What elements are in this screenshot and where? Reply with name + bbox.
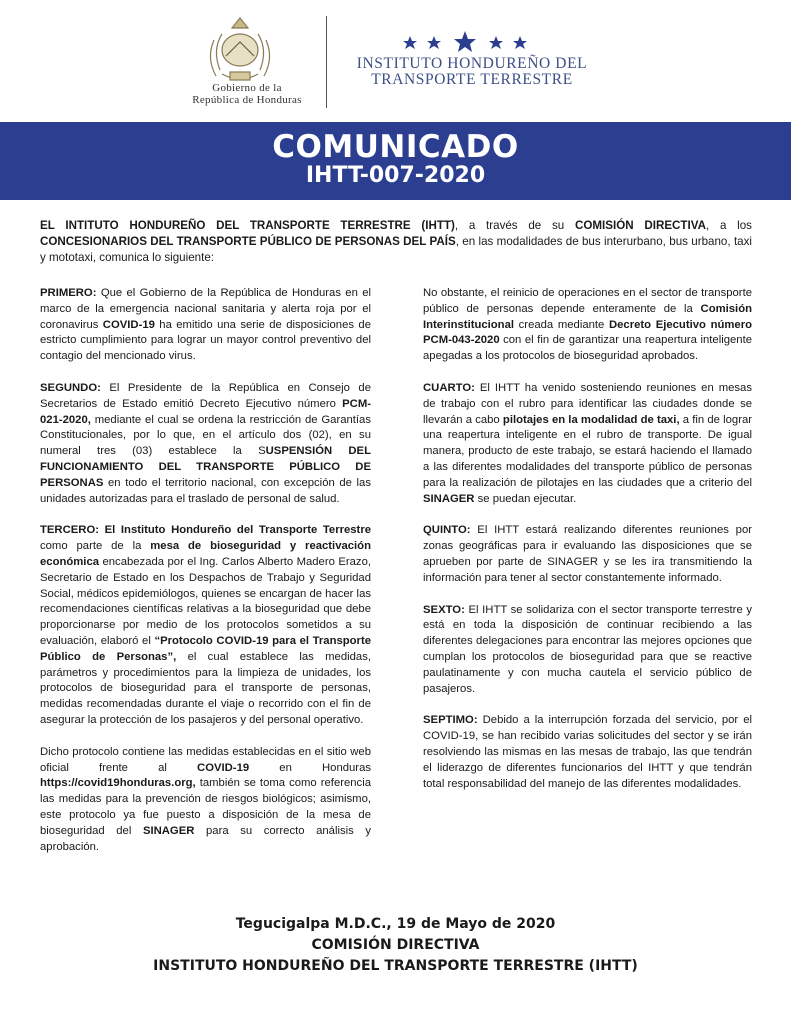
tercero-bold-ihtt: El Instituto Hondureño del Transporte Terrestre xyxy=(104,524,371,537)
sexto-heading: SEXTO: xyxy=(423,603,465,616)
five-stars-icon xyxy=(400,30,530,54)
tercero-text-3: el cual establece las medidas, parámetros y procedimientos para la limpieza de unidades, los protocolos de bioseguridad para el transporte de personas, medidas recomendadas durante el viaje o recorrido con el fin de asegurar la protección de los pasajeros y del personal operativo. xyxy=(40,650,371,726)
right-column xyxy=(423,286,752,808)
signature-block xyxy=(0,914,791,977)
segundo-heading: SEGUNDO: xyxy=(40,381,101,394)
dicho-bold-covid: COVID-19 xyxy=(197,761,250,774)
header-divider xyxy=(326,16,327,108)
signatory-institute: INSTITUTO HONDUREÑO DEL TRANSPORTE TERRESTRE (IHTT) xyxy=(153,958,638,974)
sexto-text: El IHTT se solidariza con el sector transporte terrestre y está en toda la disposición de continuar recibiendo a las diferentes delegaciones para encontrar las mejores opciones que cumplan los protocolos de bioseguridad para que se reactive paulatinamente y con mucha cautela el servicio público de pasajeros. xyxy=(423,603,752,695)
paragraph-sexto xyxy=(423,603,752,698)
segundo-bold-suspension: USPENSIÓN DEL FUNCIONAMIENTO DEL TRANSPORTE PÚBLICO DE PERSONAS xyxy=(40,445,371,489)
primero-heading: PRIMERO: xyxy=(40,287,97,299)
noobstante-text-2: creada mediante xyxy=(514,318,609,331)
quinto-text: El IHTT estará realizando diferentes reuniones por zonas geográficas para ir evaluando las disposiciones que se aprueben por parte de SINAGER y se les ira transmitiendo la información para tener al sector constantemente informado. xyxy=(423,524,752,584)
dicho-text-2: en Honduras xyxy=(249,761,371,774)
paragraph-tercero xyxy=(40,523,371,728)
segundo-text-1: El Presidente de la República en Consejo de Secretarios de Estado emitió Decreto Ejecutivo número xyxy=(40,381,371,410)
quinto-heading: QUINTO: xyxy=(423,524,471,537)
letterhead xyxy=(0,0,791,122)
intro-text-6: , en las modalidades de bus interurbano, bus urbano, taxi y mototaxi, comunica lo siguiente: xyxy=(40,235,752,264)
left-column xyxy=(40,286,371,871)
paragraph-dicho xyxy=(40,745,371,856)
coat-of-arms-icon xyxy=(200,14,280,90)
document-title: COMUNICADO xyxy=(272,129,519,165)
paragraph-cuarto xyxy=(423,381,752,507)
primero-bold-covid: COVID-19 xyxy=(102,318,155,331)
gov-line-1: Gobierno de la xyxy=(212,82,282,94)
document-code: IHTT-007-2020 xyxy=(305,163,486,188)
government-label xyxy=(172,82,322,106)
institute-name xyxy=(334,56,610,88)
intro-text-2: , a través de su xyxy=(454,219,575,232)
dicho-text-1: Dicho protocolo contiene las medidas establecidas en el sitio web oficial frente al xyxy=(40,745,371,774)
tercero-text-1: como parte de la xyxy=(40,540,151,553)
cuarto-text-2: a fin de lograr una reapertura inteligente en el rubro de transporte. De igual manera, producto de este trabajo, se estará haciendo el llamado a las diferentes modalidades del transporte público de personas para la realización de pilotajes en las ciudades que a criterio del xyxy=(423,413,753,489)
intro-text-4: , a los xyxy=(705,219,752,232)
paragraph-primero xyxy=(40,286,371,365)
paragraph-segundo xyxy=(40,381,371,507)
noobstante-bold-decreto: Decreto Ejecutivo número PCM-043-2020 xyxy=(423,318,752,347)
cuarto-text-3: se puedan ejecutar. xyxy=(474,492,577,505)
place-date: Tegucigalpa M.D.C., 19 de Mayo de 2020 xyxy=(235,916,556,932)
gov-line-2: República de Honduras xyxy=(192,94,302,106)
cuarto-text-1: El IHTT ha venido sosteniendo reuniones en mesas de trabajo con el rubro para identificar las ciudades donde se llevarán a cabo xyxy=(423,381,752,426)
segundo-text-3: en todo el territorio nacional, con excepción de las unidades autorizadas para el traslado de personal de salud. xyxy=(40,476,371,505)
institute-line-2: TRANSPORTE TERRESTRE xyxy=(371,71,573,88)
dicho-bold-sinager: SINAGER xyxy=(142,824,195,837)
signatory-commission: COMISIÓN DIRECTIVA xyxy=(311,937,480,953)
primero-text-2: ha emitido una serie de disposiciones de estricto cumplimiento para lograr un mayor control preventivo del contagio del mencionado virus. xyxy=(40,318,371,363)
paragraph-quinto xyxy=(423,523,752,586)
primero-text-1: Que el Gobierno de la República de Honduras en el marco de la emergencia nacional sanitaria y alerta roja por el coronavirus xyxy=(40,287,371,331)
septimo-text: Debido a la interrupción forzada del servicio, por el COVID-19, se han recibido varias solicitudes del sector y se irán resolviendo las mismas en las mesas de trabajo, las que tendrán el liderazgo de diferentes funcionarios del IHTT y que tendrán total responsabilidad del manejo de las diferentes modalidades. xyxy=(423,714,752,790)
cuarto-heading: CUARTO: xyxy=(423,381,475,394)
segundo-bold-pcm: PCM-021-2020, xyxy=(40,397,371,426)
dicho-text-4: para su correcto análisis y aprobación. xyxy=(40,824,371,853)
tercero-heading: TERCERO: xyxy=(40,524,99,537)
intro-bold-5: CONCESIONARIOS DEL TRANSPORTE PÚBLICO DE PERSONAS DEL PAÍS xyxy=(40,235,456,248)
dicho-bold-url: https://covid19honduras.org, xyxy=(40,777,196,790)
noobstante-bold-comision: Comisión Interinstitucional xyxy=(423,302,752,331)
noobstante-text-1: No obstante, el reinicio de operaciones en el sector de transporte público de personas depende enteramente de la xyxy=(423,287,752,315)
paragraph-no-obstante xyxy=(423,286,752,365)
intro-bold-1: EL INTITUTO HONDUREÑO DEL TRANSPORTE TERRESTRE (IHTT) xyxy=(40,219,455,232)
septimo-heading: SEPTIMO: xyxy=(423,714,478,727)
paragraph-septimo xyxy=(423,713,752,792)
dicho-text-3: también se toma como referencia las medidas para la prevención de riesgos biológicos; asimismo, este protocolo ya fue puesto a disposición de la mesa de bioseguridad del xyxy=(40,777,371,837)
tercero-bold-mesa: mesa de bioseguridad y reactivación económica xyxy=(40,540,371,568)
tercero-bold-protocolo: “Protocolo COVID-19 para el Transporte Público de Personas”, xyxy=(40,634,372,663)
intro-bold-3: COMISIÓN DIRECTIVA xyxy=(575,219,706,232)
cuarto-bold-pilotajes: pilotajes en la modalidad de taxi, xyxy=(502,413,680,426)
cuarto-bold-sinager: SINAGER xyxy=(423,492,475,505)
segundo-text-2: mediante el cual se ordena la restricción de Garantías Constitucionales, por lo que, en el artículo dos (02), en su numeral tres (03) establece la S xyxy=(40,413,371,458)
tercero-text-2: encabezada por el Ing. Carlos Alberto Madero Erazo, Secretario de Estado en los Despachos de Trabajo y Seguridad Social, médicos epidemiólogos, quienes se encargan de hacer las recomendaciones científicas relativas a la bioseguridad que debe proporcionarse por medio de los protocolos sometidos a su evaluación, elaboró el xyxy=(40,555,371,647)
noobstante-text-3: con el fin de garantizar una reapertura inteligente apegadas a los protocolos de bioseguridad aprobados. xyxy=(423,334,752,363)
institute-line-1: INSTITUTO HONDUREÑO DEL xyxy=(356,55,588,72)
intro-paragraph xyxy=(40,218,752,266)
